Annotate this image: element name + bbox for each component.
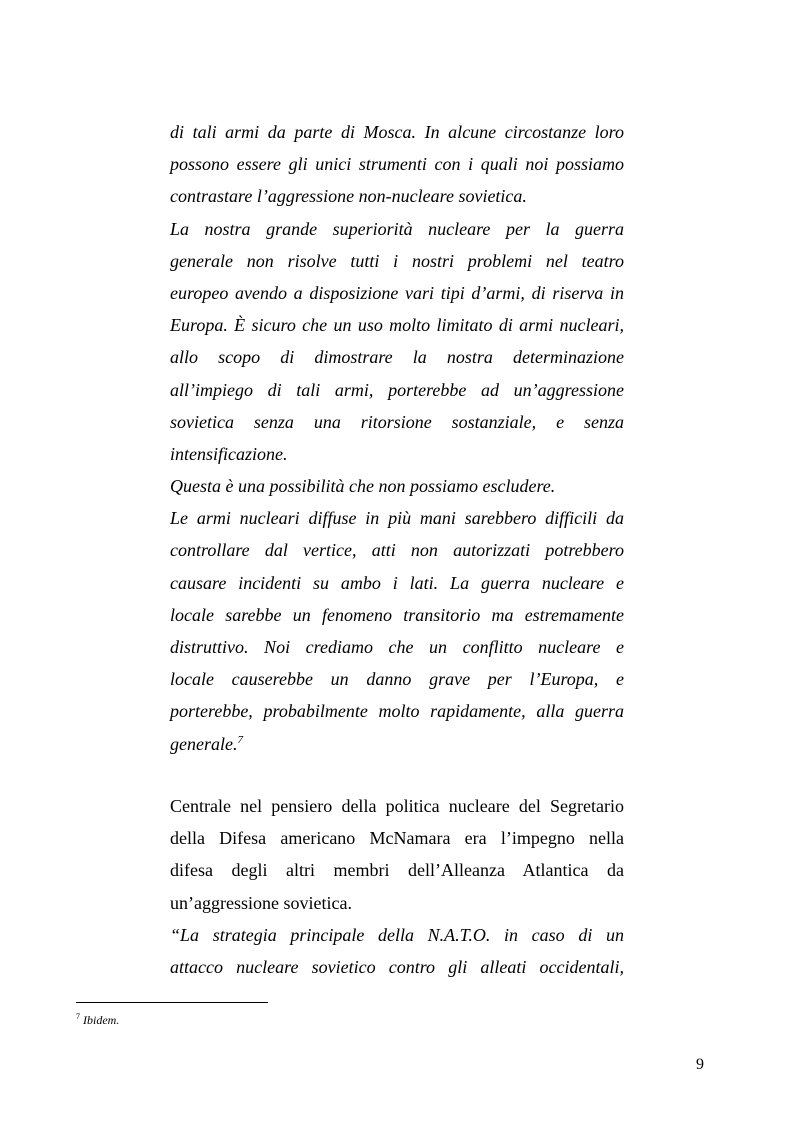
text-line: “La strategia principale della N.A.T.O. in caso di un <box>170 924 624 945</box>
text-line: attacco nucleare sovietico contro gli alleati occidentali, <box>170 956 624 977</box>
text-line: allo scopo di dimostrare la nostra determinazione <box>170 347 624 368</box>
text-line-with-footnote <box>170 728 624 760</box>
text-line: difesa degli altri membri dell’Alleanza Atlantica da <box>170 860 624 881</box>
text-line: della Difesa americano McNamara era l’impegno nella <box>170 828 624 849</box>
text-line: generale. <box>170 733 238 754</box>
text-line: intensificazione. <box>170 443 288 464</box>
text-line: locale sarebbe un fenomeno transitorio ma estremamente <box>170 604 624 625</box>
text-line: Centrale nel pensiero della politica nucleare del Segretario <box>170 796 624 816</box>
page-number: 9 <box>696 1056 704 1073</box>
text-line: all’impiego di tali armi, porterebbe ad un’aggressione <box>170 379 624 400</box>
footnote-text: Ibidem. <box>83 1013 120 1027</box>
text-line: sovietica senza una ritorsione sostanziale, e senza <box>170 411 624 432</box>
text-line: controllare dal vertice, atti non autorizzati potrebbero <box>170 540 624 561</box>
text-line: possono essere gli unici strumenti con i quali noi possiamo <box>170 154 624 175</box>
body-paragraph <box>170 790 624 983</box>
quoted-passage <box>170 116 624 760</box>
footnote <box>76 1013 119 1027</box>
text-line: un’aggressione sovietica. <box>170 892 352 913</box>
text-line: europeo avendo a disposizione vari tipi d’armi, di riserva in <box>170 282 624 303</box>
text-line: distruttivo. Noi crediamo che un conflitto nucleare e <box>170 637 624 657</box>
footnote-number: 7 <box>76 1012 80 1021</box>
text-line: contrastare l’aggressione non-nucleare sovietica. <box>170 186 527 207</box>
text-line: Europa. È sicuro che un uso molto limitato di armi nucleari, <box>170 315 624 336</box>
text-line: Questa è una possibilità che non possiamo escludere. <box>170 476 556 497</box>
text-line: di tali armi da parte di Mosca. In alcune circostanze loro <box>170 122 624 142</box>
text-line: La nostra grande superiorità nucleare per la guerra <box>170 218 624 239</box>
footnote-separator <box>76 1002 268 1003</box>
footnote-reference: 7 <box>237 733 243 746</box>
text-line: locale causerebbe un danno grave per l’Europa, e <box>170 669 624 690</box>
text-line: porterebbe, probabilmente molto rapidamente, alla guerra <box>170 701 624 722</box>
text-line: causare incidenti su ambo i lati. La guerra nucleare e <box>170 572 624 593</box>
text-line: Le armi nucleari diffuse in più mani sarebbero difficili da <box>170 508 624 529</box>
text-line: generale non risolve tutti i nostri problemi nel teatro <box>170 250 624 271</box>
